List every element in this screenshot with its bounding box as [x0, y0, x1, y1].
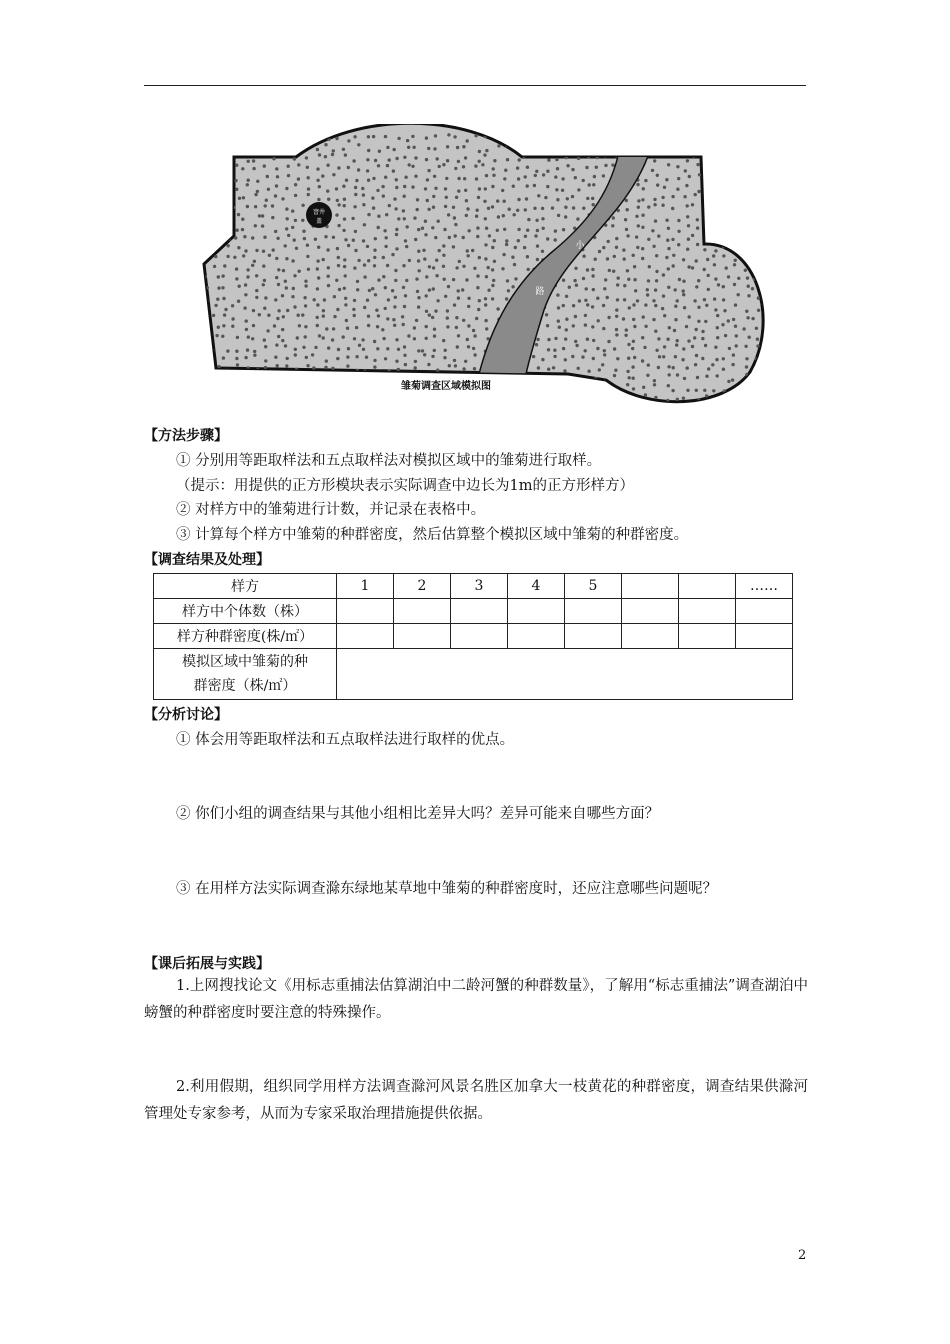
row-region-line2: 群密度（株/㎡）	[193, 678, 297, 694]
table-col: 5	[565, 574, 622, 599]
extension-item-2: 2.利用假期，组织同学用样方法调查滁河风景名胜区加拿大一枝黄花的种群密度，调查结果供滁河管理处专家参考，从而为专家采取治理措施提供依据。	[144, 1079, 808, 1122]
figure-caption: 雏菊调查区域模拟图	[401, 381, 491, 392]
extension-heading: 【课后拓展与实践】	[144, 956, 270, 972]
manhole-label-top: 窨井	[312, 209, 326, 216]
header-rule	[144, 85, 806, 86]
table-row	[154, 574, 793, 599]
analysis-q1: ① 体会用等距取样法和五点取样法进行取样的优点。	[176, 732, 515, 748]
table-col: 3	[451, 574, 508, 599]
results-heading: 【调查结果及处理】	[144, 552, 270, 568]
analysis-heading: 【分析讨论】	[144, 707, 228, 723]
table-col: ……	[736, 574, 793, 599]
daisy-survey-map	[196, 124, 766, 410]
table-row	[154, 649, 793, 700]
method-hint: （提示：用提供的正方形模块表示实际调查中边长为1m的正方形样方）	[176, 478, 634, 494]
table-col: 4	[508, 574, 565, 599]
path-char-1: 小	[575, 241, 585, 251]
page-number: 2	[798, 1248, 807, 1263]
path-char-2: 路	[535, 287, 545, 297]
extension-item-1: 1.上网搜找论文《用标志重捕法估算湖泊中二龄河蟹的种群数量》，了解用“标志重捕法”调查湖泊中螃蟹的种群密度时要注意的特殊操作。	[144, 978, 809, 1021]
method-step-2: ② 对样方中的雏菊进行计数，并记录在表格中。	[176, 502, 486, 518]
row-region-density-label	[154, 649, 337, 700]
table-col: 1	[337, 574, 394, 599]
table-row	[154, 624, 793, 649]
results-table	[153, 573, 793, 700]
manhole-label-bottom: 盖	[315, 218, 323, 225]
table-col	[679, 574, 736, 599]
analysis-q3: ③ 在用样方法实际调查滁东绿地某草地中雏菊的种群密度时，还应注意哪些问题呢？	[176, 881, 718, 897]
row-density-label: 样方种群密度(株/㎡）	[154, 624, 337, 649]
region-density-cell	[337, 649, 793, 700]
table-header-label: 样方	[154, 574, 337, 599]
row-region-line1: 模拟区域中雏菊的种	[182, 654, 308, 670]
table-col	[622, 574, 679, 599]
table-col: 2	[394, 574, 451, 599]
row-count-label: 样方中个体数（株）	[154, 599, 337, 624]
analysis-q2: ② 你们小组的调查结果与其他小组相比差异大吗？差异可能来自哪些方面？	[176, 806, 660, 822]
method-step-1: ① 分别用等距取样法和五点取样法对模拟区域中的雏菊进行取样。	[176, 453, 602, 469]
method-step-3: ③ 计算每个样方中雏菊的种群密度，然后估算整个模拟区域中雏菊的种群密度。	[176, 527, 689, 543]
method-heading: 【方法步骤】	[144, 428, 228, 444]
table-row	[154, 599, 793, 624]
